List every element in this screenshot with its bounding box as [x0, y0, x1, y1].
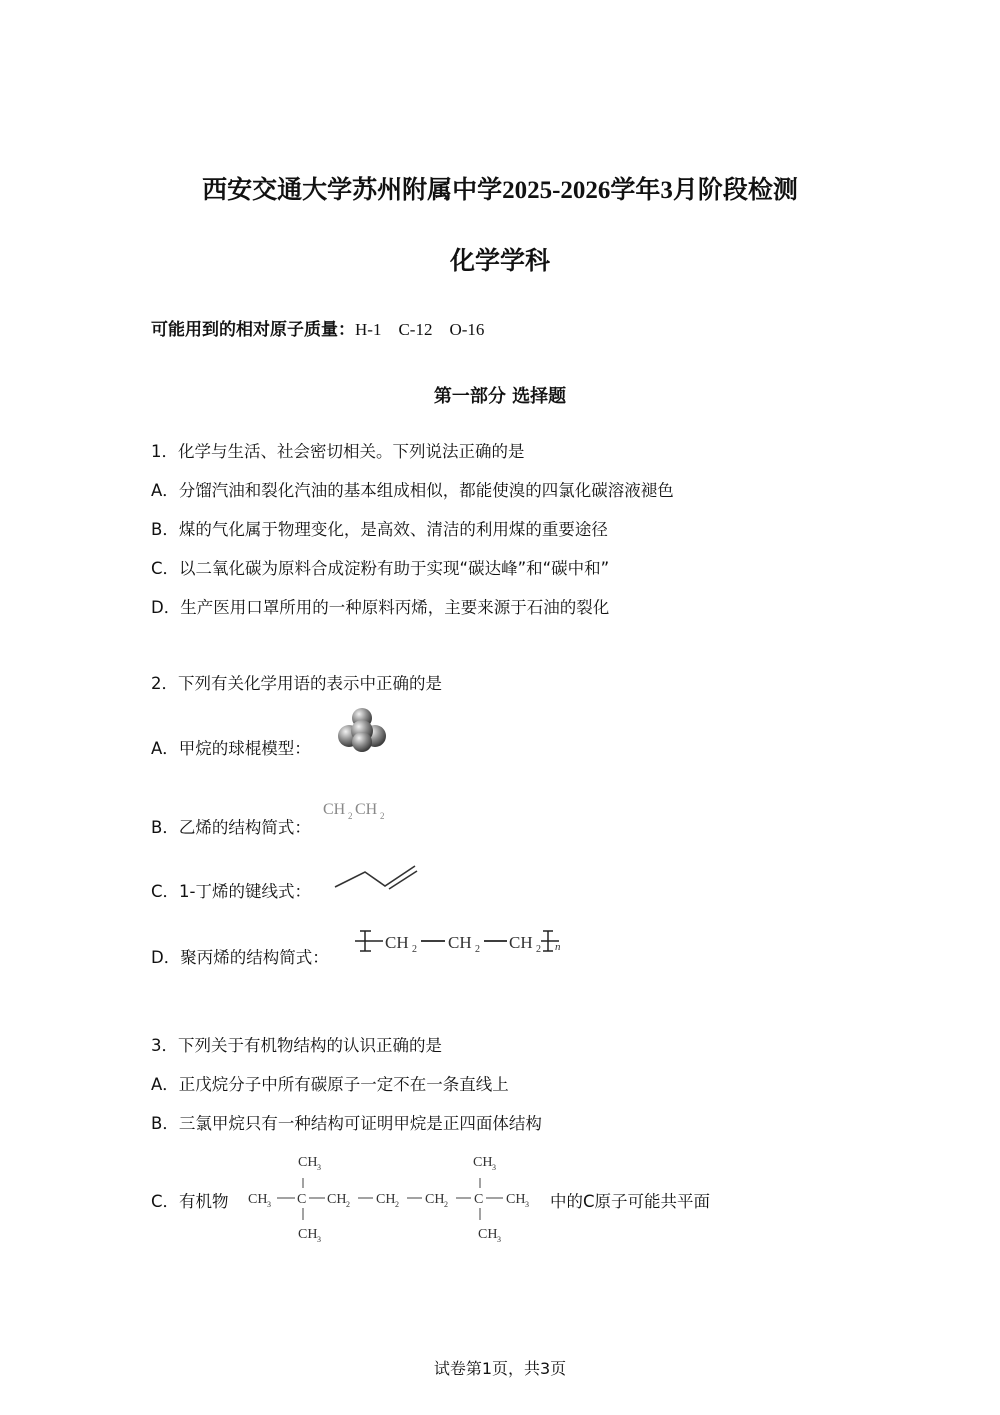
- q1-option-d: D．生产医用口罩所用的一种原料丙烯，主要来源于石油的裂化: [151, 598, 610, 617]
- formula-ch3: CH: [298, 1155, 318, 1170]
- formula-c: C: [297, 1192, 307, 1207]
- atomic-mass-values: H-1 C-12 O-16: [355, 320, 485, 339]
- q3-option-c-suffix: 中的C原子可能共平面: [550, 1192, 711, 1211]
- q1-option-a: A．分馏汽油和裂化汽油的基本组成相似，都能使溴的四氯化碳溶液褪色: [151, 481, 674, 500]
- q1-option-c: C．以二氧化碳为原料合成淀粉有助于实现“碳达峰”和“碳中和”: [151, 559, 610, 578]
- q2-option-d: D．聚丙烯的结构简式：: [151, 948, 329, 967]
- q2-option-b: B．乙烯的结构简式：: [151, 818, 311, 837]
- formula-ch: CH: [385, 933, 409, 952]
- q3-stem: 3．下列关于有机物结构的认识正确的是: [151, 1036, 442, 1055]
- formula-ch3: CH: [473, 1155, 493, 1170]
- formula-sub: 2: [475, 944, 480, 955]
- formula-ch: CH: [323, 801, 346, 818]
- polypropylene-formula: [355, 927, 575, 959]
- formula-ch: CH: [448, 933, 472, 952]
- formula-sub: 2: [380, 811, 385, 821]
- q1-option-b: B．煤的气化属于物理变化，是高效、清洁的利用煤的重要途径: [151, 520, 608, 539]
- formula-sub: 2: [348, 811, 353, 821]
- formula-ch2: CH: [376, 1192, 396, 1207]
- q2-stem: 2．下列有关化学用语的表示中正确的是: [151, 674, 442, 693]
- formula-c: C: [474, 1192, 484, 1207]
- q3-organic-formula: [245, 1148, 545, 1248]
- formula-sub: 3: [267, 1200, 271, 1209]
- q1-stem: 1．化学与生活、社会密切相关。下列说法正确的是: [151, 442, 525, 461]
- formula-sub: 2: [395, 1200, 399, 1209]
- formula-ch: CH: [355, 801, 378, 818]
- formula-sub: 3: [497, 1235, 501, 1244]
- q3-option-c-prefix: C．有机物: [151, 1192, 229, 1211]
- formula-sub: 3: [492, 1163, 496, 1172]
- formula-n: n: [555, 941, 561, 953]
- formula-sub: 2: [346, 1200, 350, 1209]
- q2-option-c: C．1-丁烯的键线式：: [151, 882, 311, 901]
- methane-model-icon: [334, 704, 390, 754]
- section-title: 第一部分 选择题: [433, 386, 567, 407]
- q2-option-a: A．甲烷的球棍模型：: [151, 739, 311, 758]
- formula-sub: 2: [536, 944, 541, 955]
- formula-sub: 2: [412, 944, 417, 955]
- atomic-mass-label: 可能用到的相对原子质量：: [151, 320, 355, 340]
- page-title: 西安交通大学苏州附属中学2025-2026学年3月阶段检测: [202, 177, 798, 204]
- formula-ch3: CH: [506, 1192, 526, 1207]
- formula-sub: 3: [317, 1163, 321, 1172]
- formula-ch: CH: [509, 933, 533, 952]
- page-footer: 试卷第1页，共3页: [433, 1359, 567, 1378]
- q3-option-b: B．三氯甲烷只有一种结构可证明甲烷是正四面体结构: [151, 1114, 542, 1133]
- formula-ch3: CH: [478, 1227, 498, 1242]
- page-subtitle: 化学学科: [449, 246, 550, 275]
- formula-ch3: CH: [248, 1192, 268, 1207]
- ethylene-formula: [322, 795, 402, 823]
- q3-option-a: A．正戊烷分子中所有碳原子一定不在一条直线上: [151, 1075, 509, 1094]
- atomic-mass-line: [151, 315, 484, 340]
- formula-ch3: CH: [298, 1227, 318, 1242]
- formula-sub: 3: [317, 1235, 321, 1244]
- formula-ch2: CH: [425, 1192, 445, 1207]
- butene-skeletal-icon: [332, 860, 422, 892]
- formula-ch2: CH: [327, 1192, 347, 1207]
- formula-sub: 2: [444, 1200, 448, 1209]
- formula-sub: 3: [525, 1200, 529, 1209]
